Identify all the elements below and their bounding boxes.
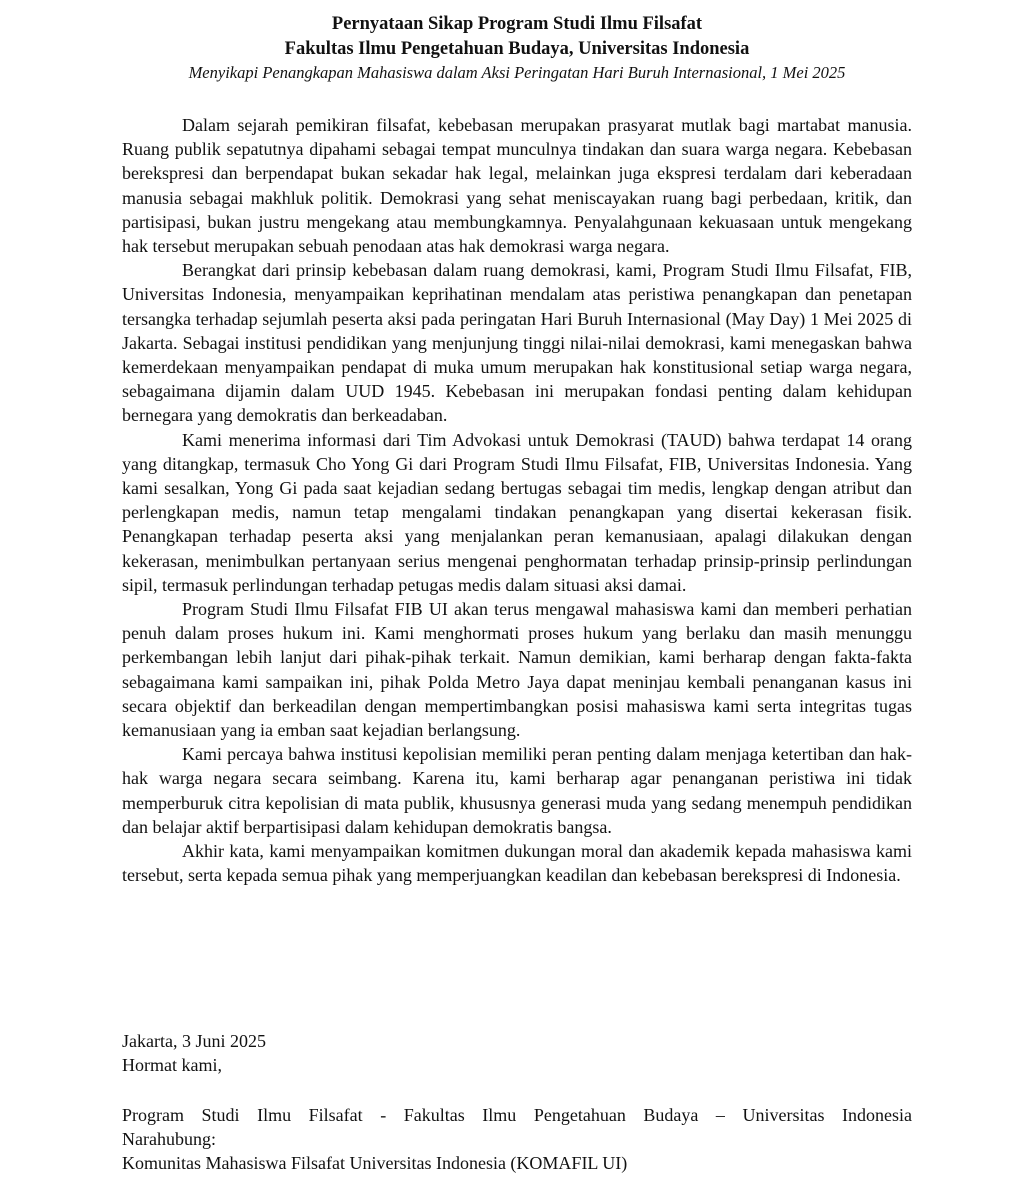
paragraph-1: Dalam sejarah pemikiran filsafat, kebebasan merupakan prasyarat mutlak bagi martabat manusia. Ruang publik sepatutnya dipahami sebagai tempat munculnya tindakan dan suara warga negara. Kebebasan berekspresi dan berpendapat bukan sekadar hak legal, melainkan juga ekspresi terdalam dari keberadaan manusia sebagai makhluk politik. Demokrasi yang sehat meniscayakan ruang bagi perbedaan, kritik, dan partisipasi, bukan justru mengekang atau membungkamnya. Penyalahgunaan kekuasaan untuk mengekang hak tersebut merupakan sebuah penodaan atas hak demokrasi warga negara. [122,115,912,257]
paragraph-5: Kami percaya bahwa institusi kepolisian memiliki peran penting dalam menjaga ketertiban dan hak-hak warga negara secara seimbang. Karena itu, kami berharap agar penanganan peristiwa ini tidak memperburuk citra kepolisian di mata publik, khususnya generasi muda yang sedang menempuh pendidikan dan belajar aktif berpartisipasi dalam kehidupan demokratis bangsa. [122,744,912,837]
document-header [0,12,1034,84]
signature-organization: Program Studi Ilmu Filsafat - Fakultas Ilmu Pengetahuan Budaya – Universitas Indonesia [122,1105,912,1125]
paragraph-4: Program Studi Ilmu Filsafat FIB UI akan terus mengawal mahasiswa kami dan memberi perhatian penuh dalam proses hukum ini. Kami menghormati proses hukum yang berlaku dan masih menunggu perkembangan lebih lanjut dari pihak-pihak terkait. Namun demikian, kami berharap dengan fakta-fakta sebagaimana kami sampaikan ini, pihak Polda Metro Jaya dapat meninjau kembali penanganan kasus ini secara objektif dan berkeadilan dengan mempertimbangkan posisi mahasiswa kami serta integritas tugas kemanusiaan yang ia emban saat kejadian berlangsung. [122,599,912,741]
contact-label: Narahubung: [122,1129,216,1150]
closing-block [122,1029,912,1077]
paragraph-6: Akhir kata, kami menyampaikan komitmen dukungan moral dan akademik kepada mahasiswa kami tersebut, serta kepada semua pihak yang memperjuangkan keadilan dan kebebasan berekspresi di Indonesia. [122,841,912,886]
paragraph-3: Kami menerima informasi dari Tim Advokasi untuk Demokrasi (TAUD) bahwa terdapat 14 orang yang ditangkap, termasuk Cho Yong Gi dari Program Studi Ilmu Filsafat, FIB, Universitas Indonesia. Yang kami sesalkan, Yong Gi pada saat kejadian sedang bertugas sebagai tim medis, lengkap dengan atribut dan perlengkapan medis, namun tetap mengalami tindakan penangkapan yang disertai kekerasan fisik. Penangkapan terhadap peserta aksi yang menjalankan peran kemanusiaan, apalagi dilakukan dengan kekerasan, menimbulkan pertanyaan serius mengenai penghormatan terhadap prinsip-prinsip perlindungan sipil, termasuk perlindungan terhadap petugas medis dalam situasi aksi damai. [122,429,912,595]
signature-block [122,1103,912,1176]
paragraph-2: Berangkat dari prinsip kebebasan dalam ruang demokrasi, kami, Program Studi Ilmu Filsafat, FIB, Universitas Indonesia, menyampaikan keprihatinan mendalam atas peristiwa penangkapan dan penetapan tersangka terhadap sejumlah peserta aksi pada peringatan Hari Buruh Internasional (May Day) 1 Mei 2025 di Jakarta. Sebagai institusi pendidikan yang menjunjung tinggi nilai-nilai demokrasi, kami menegaskan bahwa kemerdekaan menyampaikan pendapat di muka umum merupakan hak konstitusional setiap warga negara, sebagaimana dijamin dalam UUD 1945. Kebebasan ini merupakan fondasi penting dalam kehidupan bernegara yang demokratis dan berkeadaban. [122,260,912,426]
salutation: Hormat kami, [122,1055,222,1076]
document-subtitle: Menyikapi Penangkapan Mahasiswa dalam Aksi Peringatan Hari Buruh Internasional, 1 Mei 2025 [188,63,846,82]
document-body [122,113,912,888]
place-date: Jakarta, 3 Juni 2025 [122,1031,266,1051]
title-line-2: Fakultas Ilmu Pengetahuan Budaya, Universitas Indonesia [284,39,750,59]
contact-name: Komunitas Mahasiswa Filsafat Universitas Indonesia (KOMAFIL UI) [122,1153,628,1174]
title-line-1: Pernyataan Sikap Program Studi Ilmu Filsafat [331,14,703,34]
